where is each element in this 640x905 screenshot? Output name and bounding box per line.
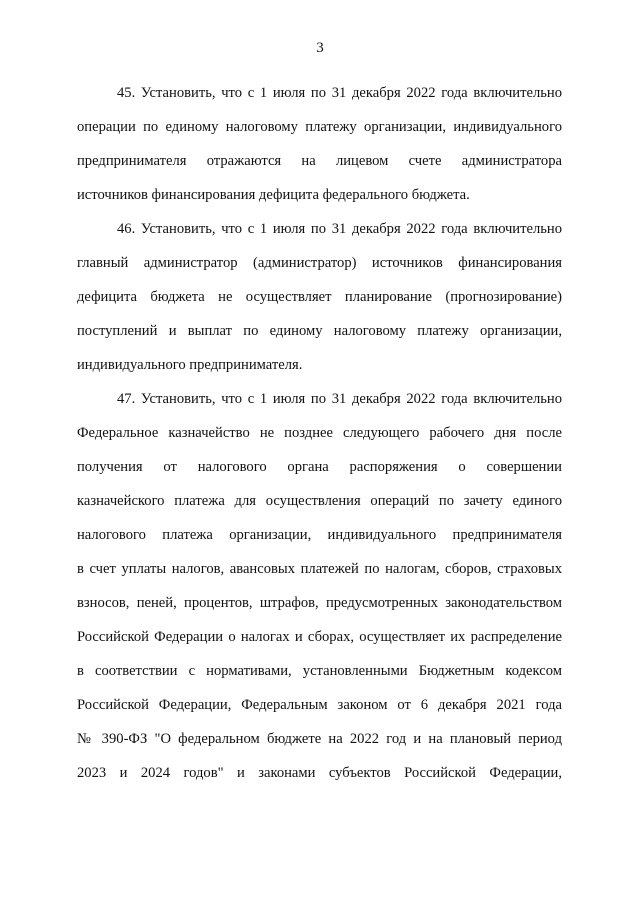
- paragraph-line: № 390-ФЗ "О федеральном бюджете на 2022 год и на плановый период: [77, 731, 562, 747]
- document-body: [77, 76, 562, 790]
- paragraph-45: [77, 76, 562, 212]
- paragraph-line: налогового платежа организации, индивидуального предпринимателя: [77, 527, 562, 543]
- paragraph-line: операции по единому налоговому платежу организации, индивидуального: [77, 119, 562, 135]
- paragraph-line: Российской Федерации, Федеральным законом от 6 декабря 2021 года: [77, 697, 562, 713]
- paragraph-46: [77, 212, 562, 382]
- paragraph-line: Российской Федерации о налогах и сборах, осуществляет их распределение: [77, 629, 562, 645]
- paragraph-line: 46. Установить, что с 1 июля по 31 декабря 2022 года включительно: [117, 221, 562, 237]
- paragraph-line: получения от налогового органа распоряжения о совершении: [77, 459, 562, 475]
- paragraph-line: 2023 и 2024 годов" и законами субъектов Российской Федерации,: [77, 765, 562, 781]
- paragraph-line: в счет уплаты налогов, авансовых платежей по налогам, сборов, страховых: [77, 561, 562, 577]
- paragraph-line: предпринимателя отражаются на лицевом счете администратора: [77, 153, 562, 169]
- paragraph-line: поступлений и выплат по единому налоговому платежу организации,: [77, 323, 562, 339]
- paragraph-line: дефицита бюджета не осуществляет планирование (прогнозирование): [77, 289, 562, 305]
- paragraph-line: источников финансирования дефицита федерального бюджета.: [77, 187, 470, 203]
- page-number: 3: [316, 40, 324, 56]
- paragraph-line: 45. Установить, что с 1 июля по 31 декабря 2022 года включительно: [117, 85, 562, 101]
- paragraph-line: казначейского платежа для осуществления операций по зачету единого: [77, 493, 562, 509]
- paragraph-line: взносов, пеней, процентов, штрафов, предусмотренных законодательством: [77, 595, 562, 611]
- paragraph-47: [77, 382, 562, 790]
- paragraph-line: в соответствии с нормативами, установленными Бюджетным кодексом: [77, 663, 562, 679]
- paragraph-line: 47. Установить, что с 1 июля по 31 декабря 2022 года включительно: [117, 391, 562, 407]
- paragraph-line: главный администратор (администратор) источников финансирования: [77, 255, 562, 271]
- paragraph-line: индивидуального предпринимателя.: [77, 357, 303, 373]
- paragraph-line: Федеральное казначейство не позднее следующего рабочего дня после: [77, 425, 562, 441]
